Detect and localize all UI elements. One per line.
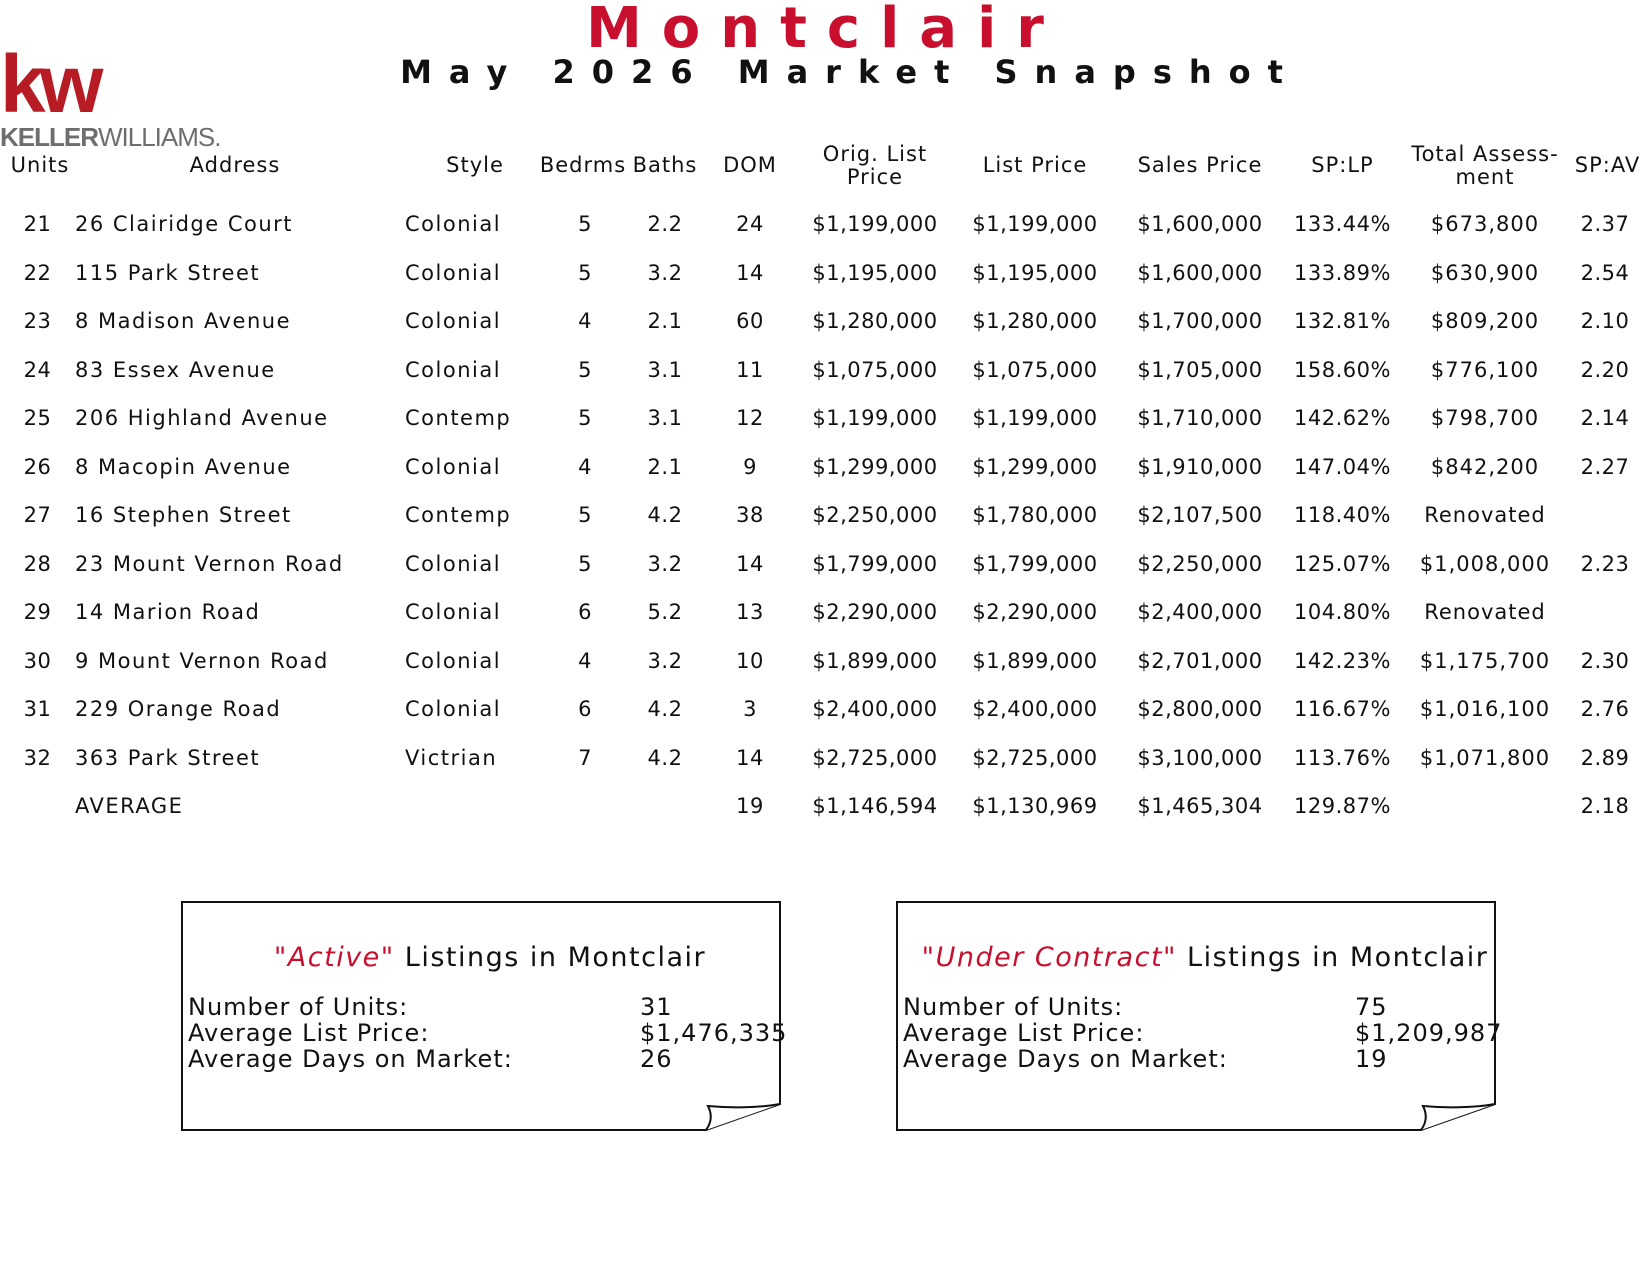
active-units-value: 31	[640, 993, 673, 1021]
cell-address: 16 Stephen Street	[75, 503, 292, 527]
cell-assessment: $809,200	[1430, 309, 1540, 333]
cell-sales-price: $3,100,000	[1137, 745, 1263, 770]
cell-units: 27	[23, 503, 52, 527]
col-header-assessment-line1: Total Assess-	[1411, 142, 1559, 166]
cell-address: 8 Macopin Avenue	[75, 454, 292, 479]
active-avg-price-label: Average List Price:	[188, 1019, 430, 1047]
cell-bedrms: 5	[578, 503, 592, 527]
cell-orig-list-price: $1,280,000	[812, 309, 938, 333]
cell-style: Colonial	[405, 697, 502, 721]
cell-dom: 3	[743, 697, 757, 721]
contract-units-value: 75	[1355, 993, 1388, 1021]
average-label: AVERAGE	[75, 794, 184, 818]
table-row	[0, 637, 1650, 685]
table-row	[0, 394, 1650, 442]
cell-assessment: $1,016,100	[1419, 697, 1551, 721]
col-header-splp: SP:LP	[1311, 153, 1374, 177]
cell-sales-price: $1,600,000	[1137, 260, 1263, 285]
col-header-dom: DOM	[723, 153, 777, 177]
cell-splp: 158.60%	[1294, 357, 1391, 382]
cell-spav: 2.30	[1580, 648, 1630, 673]
cell-sales-price: $1,600,000	[1137, 212, 1263, 236]
page-title: Montclair	[586, 0, 1064, 61]
table-header	[0, 142, 1650, 200]
cell-assessment: $798,700	[1430, 406, 1540, 430]
cell-dom: 10	[736, 648, 764, 673]
cell-baths: 4.2	[647, 745, 683, 770]
cell-units: 29	[23, 600, 52, 624]
active-listings-card	[180, 900, 800, 1140]
cell-assessment: $776,100	[1430, 357, 1540, 382]
cell-dom: 14	[736, 551, 764, 576]
cell-list-price: $2,290,000	[972, 600, 1098, 624]
col-header-orig-list	[800, 143, 950, 189]
active-units-label: Number of Units:	[188, 993, 409, 1021]
cell-spav: 2.10	[1580, 309, 1630, 333]
table-row	[0, 443, 1650, 491]
cell-style: Colonial	[405, 212, 502, 236]
cell-orig-list-price: $2,725,000	[812, 745, 938, 770]
cell-address: 8 Madison Avenue	[75, 309, 291, 333]
cell-address: 206 Highland Avenue	[75, 406, 329, 430]
col-header-orig-list-line1: Orig. List	[822, 142, 928, 166]
cell-dom: 38	[736, 503, 764, 527]
average-dom: 19	[736, 794, 764, 818]
cell-sales-price: $1,910,000	[1137, 454, 1263, 479]
contract-units-label: Number of Units:	[903, 993, 1124, 1021]
col-header-assessment-line2: ment	[1455, 165, 1515, 189]
cell-units: 25	[23, 406, 52, 430]
cell-dom: 11	[736, 357, 764, 382]
cell-units: 24	[23, 357, 52, 382]
cell-assessment: $1,175,700	[1419, 648, 1551, 673]
cell-splp: 113.76%	[1294, 745, 1391, 770]
cell-orig-list-price: $1,899,000	[812, 648, 938, 673]
active-listings-title-em: "Active"	[273, 942, 395, 973]
cell-baths: 2.1	[647, 454, 683, 479]
cell-dom: 12	[736, 406, 764, 430]
cell-address: 14 Marion Road	[75, 600, 261, 624]
contract-avg-price-value: $1,209,987	[1355, 1019, 1503, 1047]
cell-orig-list-price: $1,199,000	[812, 406, 938, 430]
cell-units: 28	[23, 551, 52, 576]
cell-baths: 4.2	[647, 697, 683, 721]
cell-baths: 3.2	[647, 551, 683, 576]
cell-dom: 14	[736, 745, 764, 770]
cell-dom: 9	[743, 454, 757, 479]
cell-list-price: $1,799,000	[972, 551, 1098, 576]
cell-list-price: $1,199,000	[972, 212, 1098, 236]
cell-orig-list-price: $1,199,000	[812, 212, 938, 236]
logo-wordmark-bold: KELLER	[0, 122, 98, 152]
cell-bedrms: 5	[578, 551, 592, 576]
cell-bedrms: 5	[578, 260, 592, 285]
col-header-units: Units	[10, 153, 70, 177]
cell-spav: 2.20	[1580, 357, 1630, 382]
cell-style: Victrian	[405, 745, 498, 770]
table-row	[0, 200, 1650, 248]
cell-sales-price: $2,250,000	[1137, 551, 1263, 576]
average-spav: 2.18	[1580, 794, 1630, 818]
cell-orig-list-price: $2,250,000	[812, 503, 938, 527]
col-header-address: Address	[189, 153, 281, 177]
cell-units: 23	[23, 309, 52, 333]
cell-list-price: $1,899,000	[972, 648, 1098, 673]
cell-list-price: $1,195,000	[972, 260, 1098, 285]
cell-splp: 125.07%	[1294, 551, 1391, 576]
cell-dom: 60	[736, 309, 764, 333]
cell-assessment: $1,008,000	[1419, 551, 1551, 576]
cell-spav: 2.54	[1580, 260, 1630, 285]
cell-splp: 142.62%	[1294, 406, 1391, 430]
cell-sales-price: $2,701,000	[1137, 648, 1263, 673]
cell-style: Contemp	[405, 503, 512, 527]
cell-splp: 147.04%	[1294, 454, 1391, 479]
average-orig-list-price: $1,146,594	[812, 794, 938, 818]
cell-spav: 2.76	[1580, 697, 1630, 721]
cell-units: 22	[23, 260, 52, 285]
cell-baths: 3.1	[647, 357, 683, 382]
cell-bedrms: 5	[578, 357, 592, 382]
cell-list-price: $1,280,000	[972, 309, 1098, 333]
cell-bedrms: 4	[578, 309, 592, 333]
cell-baths: 3.2	[647, 260, 683, 285]
cell-list-price: $1,780,000	[972, 503, 1098, 527]
contract-avg-dom-label: Average Days on Market:	[903, 1045, 1228, 1073]
average-sales-price: $1,465,304	[1137, 794, 1263, 818]
cell-list-price: $1,075,000	[972, 357, 1098, 382]
cell-units: 31	[23, 697, 52, 721]
cell-splp: 118.40%	[1294, 503, 1391, 527]
cell-sales-price: $1,700,000	[1137, 309, 1263, 333]
cell-style: Colonial	[405, 648, 502, 673]
cell-sales-price: $2,107,500	[1137, 503, 1263, 527]
table-row	[0, 297, 1650, 345]
active-listings-title	[180, 942, 800, 973]
table-row	[0, 491, 1650, 539]
cell-splp: 104.80%	[1294, 600, 1391, 624]
active-avg-price-value: $1,476,335	[640, 1019, 788, 1047]
cell-bedrms: 5	[578, 406, 592, 430]
cell-bedrms: 4	[578, 454, 592, 479]
keller-williams-logo	[0, 40, 230, 155]
cell-baths: 3.2	[647, 648, 683, 673]
cell-baths: 4.2	[647, 503, 683, 527]
cell-style: Contemp	[405, 406, 512, 430]
cell-address: 363 Park Street	[75, 745, 261, 770]
cell-bedrms: 5	[578, 212, 592, 236]
under-contract-title-em: "Under Contract"	[921, 942, 1177, 973]
page-subtitle: May 2026 Market Snapshot	[400, 53, 1300, 91]
cell-spav: 2.89	[1580, 745, 1630, 770]
cell-orig-list-price: $1,195,000	[812, 260, 938, 285]
cell-address: 9 Mount Vernon Road	[75, 648, 329, 673]
cell-sales-price: $2,400,000	[1137, 600, 1263, 624]
cell-list-price: $1,199,000	[972, 406, 1098, 430]
cell-sales-price: $2,800,000	[1137, 697, 1263, 721]
cell-baths: 3.1	[647, 406, 683, 430]
cell-sales-price: $1,705,000	[1137, 357, 1263, 382]
cell-assessment: $673,800	[1430, 212, 1540, 236]
col-header-orig-list-line2: Price	[846, 165, 904, 189]
cell-style: Colonial	[405, 551, 502, 576]
cell-spav: 2.14	[1580, 406, 1630, 430]
cell-spav: 2.37	[1580, 212, 1630, 236]
col-header-spav: SP:AV	[1574, 153, 1641, 177]
cell-dom: 24	[736, 212, 764, 236]
cell-bedrms: 6	[578, 600, 592, 624]
table-row	[0, 588, 1650, 636]
cell-assessment: $1,071,800	[1419, 745, 1551, 770]
kw-logo-mark: kw	[0, 39, 98, 130]
under-contract-title-rest: Listings in Montclair	[1176, 942, 1489, 973]
cell-spav: 2.27	[1580, 454, 1630, 479]
average-list-price: $1,130,969	[972, 794, 1098, 818]
cell-style: Colonial	[405, 260, 502, 285]
average-splp: 129.87%	[1294, 794, 1391, 818]
cell-orig-list-price: $2,290,000	[812, 600, 938, 624]
cell-style: Colonial	[405, 600, 502, 624]
cell-address: 115 Park Street	[75, 260, 261, 285]
cell-bedrms: 4	[578, 648, 592, 673]
cell-dom: 14	[736, 260, 764, 285]
col-header-sales-price: Sales Price	[1137, 153, 1263, 177]
cell-list-price: $2,400,000	[972, 697, 1098, 721]
cell-spav: 2.23	[1580, 551, 1630, 576]
col-header-bedrms: Bedrms	[539, 153, 627, 177]
cell-orig-list-price: $2,400,000	[812, 697, 938, 721]
cell-assessment: $630,900	[1430, 260, 1540, 285]
cell-splp: 133.44%	[1294, 212, 1391, 236]
col-header-assessment	[1405, 143, 1565, 189]
contract-avg-price-label: Average List Price:	[903, 1019, 1145, 1047]
cell-splp: 132.81%	[1294, 309, 1391, 333]
cell-address: 83 Essex Avenue	[75, 357, 276, 382]
cell-baths: 5.2	[647, 600, 683, 624]
cell-orig-list-price: $1,075,000	[812, 357, 938, 382]
col-header-style: Style	[446, 153, 504, 177]
cell-assessment: $842,200	[1430, 454, 1540, 479]
cell-units: 21	[23, 212, 52, 236]
cell-baths: 2.1	[647, 309, 683, 333]
cell-style: Colonial	[405, 357, 502, 382]
cell-list-price: $1,299,000	[972, 454, 1098, 479]
cell-style: Colonial	[405, 309, 502, 333]
under-contract-listings-card	[895, 900, 1515, 1140]
cell-list-price: $2,725,000	[972, 745, 1098, 770]
logo-wordmark-light: WILLIAMS.	[98, 122, 221, 152]
cell-style: Colonial	[405, 454, 502, 479]
cell-orig-list-price: $1,299,000	[812, 454, 938, 479]
active-avg-dom-value: 26	[640, 1045, 673, 1073]
cell-units: 32	[23, 745, 52, 770]
cell-splp: 133.89%	[1294, 260, 1391, 285]
table-row	[0, 346, 1650, 394]
table-average-row	[0, 782, 1650, 830]
cell-assessment: Renovated	[1424, 600, 1546, 624]
col-header-list-price: List Price	[982, 153, 1088, 177]
active-listings-title-rest: Listings in Montclair	[394, 942, 707, 973]
cell-baths: 2.2	[647, 212, 683, 236]
cell-address: 23 Mount Vernon Road	[75, 551, 344, 576]
table-row	[0, 734, 1650, 782]
table-row	[0, 685, 1650, 733]
cell-assessment: Renovated	[1424, 503, 1546, 527]
cell-units: 30	[23, 648, 52, 673]
active-avg-dom-label: Average Days on Market:	[188, 1045, 513, 1073]
cell-units: 26	[23, 454, 52, 479]
cell-bedrms: 6	[578, 697, 592, 721]
under-contract-title	[895, 942, 1515, 973]
cell-dom: 13	[736, 600, 764, 624]
cell-address: 229 Orange Road	[75, 697, 282, 721]
cell-sales-price: $1,710,000	[1137, 406, 1263, 430]
cell-splp: 116.67%	[1294, 697, 1391, 721]
cell-orig-list-price: $1,799,000	[812, 551, 938, 576]
cell-splp: 142.23%	[1294, 648, 1391, 673]
cell-address: 26 Clairidge Court	[75, 212, 294, 236]
cell-bedrms: 7	[578, 745, 592, 770]
col-header-baths: Baths	[632, 153, 698, 177]
table-row	[0, 540, 1650, 588]
table-row	[0, 249, 1650, 297]
contract-avg-dom-value: 19	[1355, 1045, 1388, 1073]
